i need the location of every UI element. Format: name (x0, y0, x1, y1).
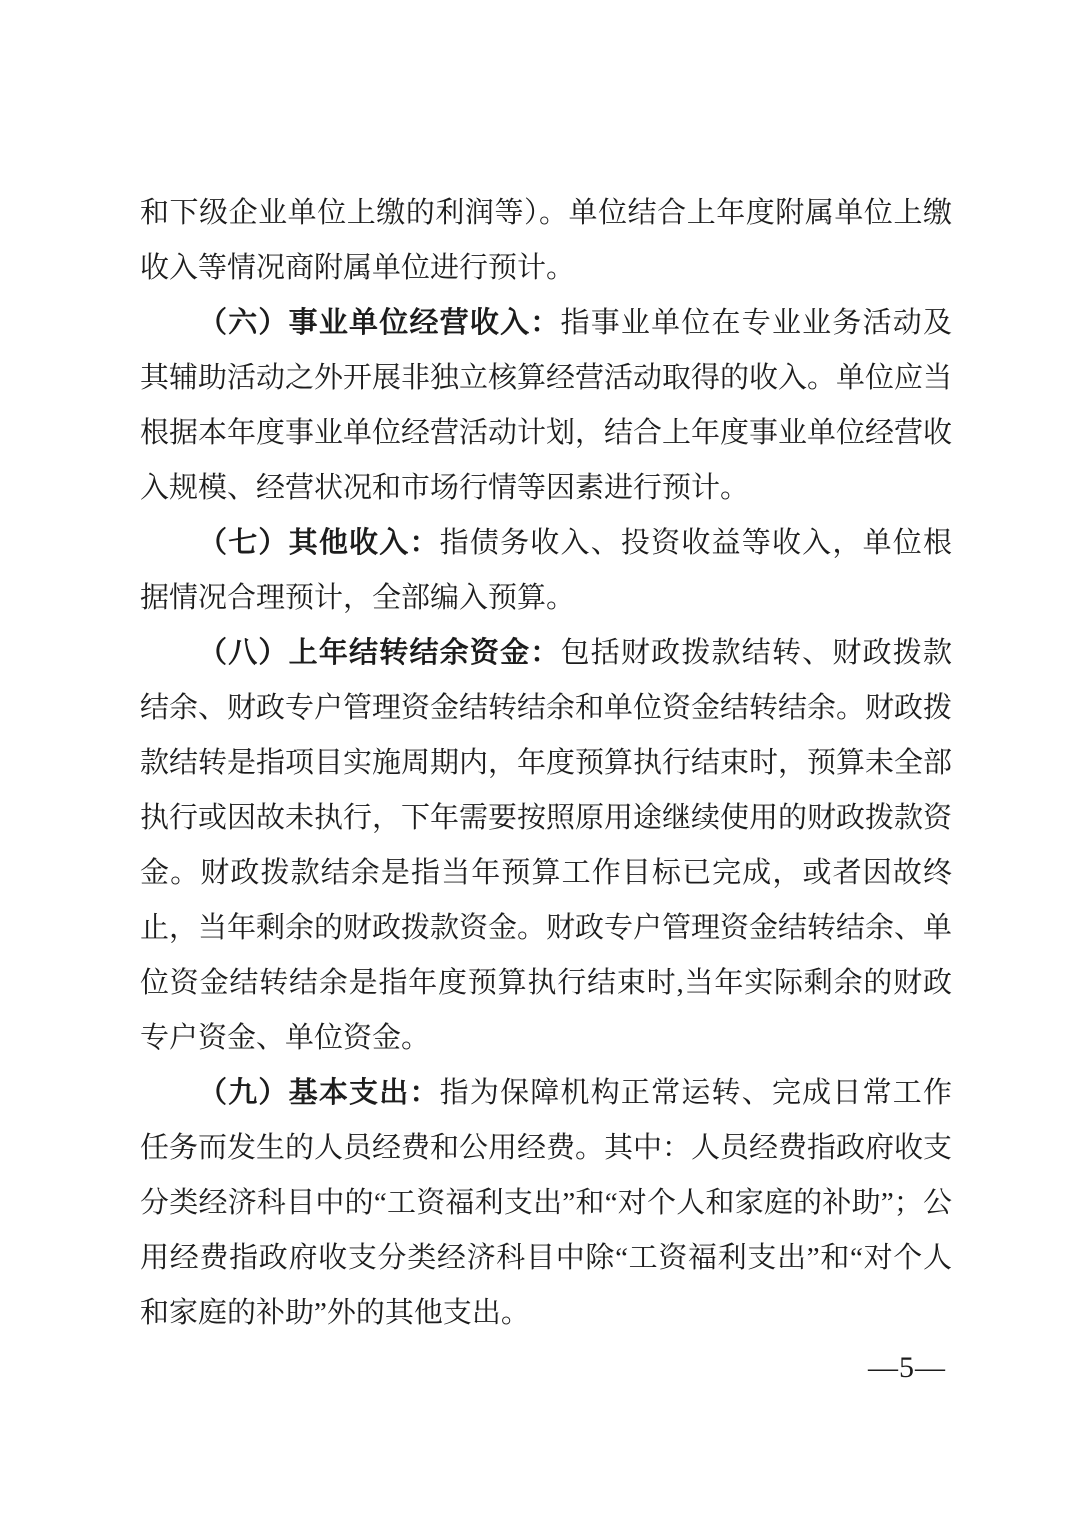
paragraph-text: 包括财政拨款结转、财政拨款结余、财政专户管理资金结转结余和单位资金结转结余。财政拨款结转是指项目实施周期内，年度预算执行结束时，预算未全部执行或因故未执行，下年需要按照原用途继续使用的财政拨款资金。财政拨款结余是指当年预算工作目标已完成，或者因故终止，当年剩余的财政拨款资金。财政专户管理资金结转结余、单位资金结转结余是指年度预算执行结束时,当年实际剩余的财政专户资金、单位资金。 (140, 637, 953, 1054)
paragraph (140, 296, 952, 516)
paragraph (140, 186, 952, 296)
paragraph-text: 和下级企业单位上缴的利润等）。单位结合上年度附属单位上缴收入等情况商附属单位进行预计。 (140, 197, 952, 284)
paragraph-text: 指债务收入、投资收益等收入，单位根据情况合理预计，全部编入预算。 (140, 527, 952, 614)
paragraph-heading: （七）其他收入： (198, 527, 440, 559)
paragraph (140, 516, 952, 626)
paragraph (140, 1066, 952, 1341)
paragraph-text: 指为保障机构正常运转、完成日常工作任务而发生的人员经费和公用经费。其中：人员经费指政府收支分类经济科目中的“工资福利支出”和“对个人和家庭的补助”；公用经费指政府收支分类经济科目中除“工资福利支出”和“对个人和家庭的补助”外的其他支出。 (140, 1077, 953, 1329)
paragraph-text: 指事业单位在专业业务活动及其辅助活动之外开展非独立核算经营活动取得的收入。单位应当根据本年度事业单位经营活动计划，结合上年度事业单位经营收入规模、经营状况和市场行情等因素进行预计。 (140, 307, 953, 504)
paragraph (140, 626, 952, 1066)
page-number: —5— (868, 1351, 946, 1384)
document-body (140, 186, 952, 1341)
paragraph-heading: （九）基本支出： (198, 1077, 440, 1109)
paragraph-heading: （八）上年结转结余资金： (198, 637, 561, 669)
paragraph-heading: （六）事业单位经营收入： (198, 307, 561, 339)
